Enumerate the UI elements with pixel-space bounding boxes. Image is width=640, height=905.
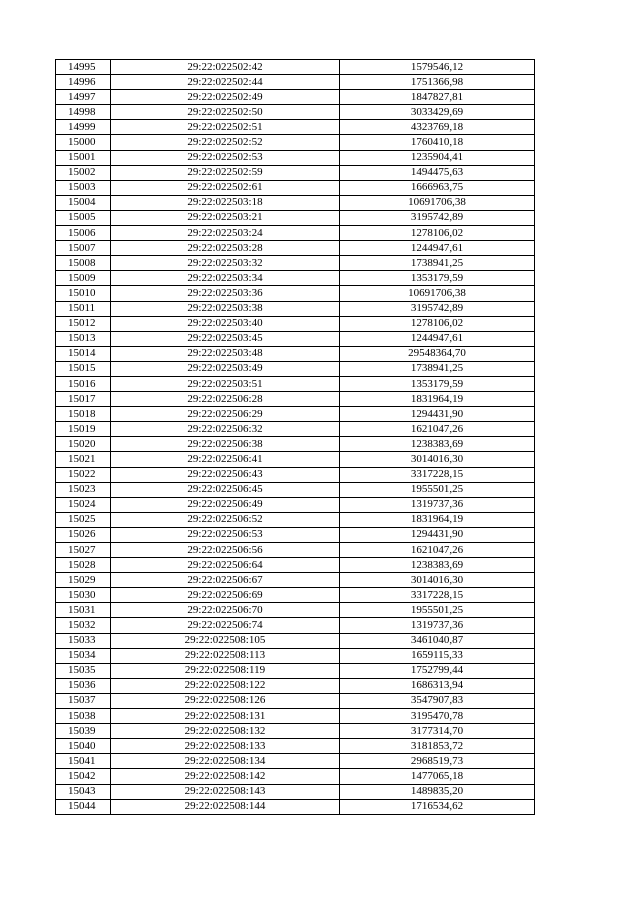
cadastral-number-cell: 29:22:022502:61 [111,180,340,195]
cadastral-value-cell: 1716534,62 [340,799,535,814]
cadastral-number-cell: 29:22:022506:41 [111,452,340,467]
cadastral-number-cell: 29:22:022503:21 [111,210,340,225]
table-row [56,543,535,558]
table-row [56,150,535,165]
cadastral-value-cell: 1955501,25 [340,482,535,497]
table-row [56,422,535,437]
cadastral-value-cell: 1831964,19 [340,392,535,407]
table-row [56,482,535,497]
table-row [56,558,535,573]
cadastral-value-cell: 1621047,26 [340,422,535,437]
row-number-cell: 15020 [56,437,111,452]
row-number-cell: 14998 [56,105,111,120]
cadastral-value-cell: 3547907,83 [340,693,535,708]
table-row [56,799,535,814]
row-number-cell: 15011 [56,301,111,316]
row-number-cell: 15021 [56,452,111,467]
cadastral-number-cell: 29:22:022503:45 [111,331,340,346]
row-number-cell: 15039 [56,724,111,739]
cadastral-number-cell: 29:22:022502:44 [111,75,340,90]
table-row [56,769,535,784]
table-row [56,784,535,799]
row-number-cell: 15017 [56,392,111,407]
cadastral-value-cell: 1353179,59 [340,376,535,391]
row-number-cell: 15030 [56,588,111,603]
row-number-cell: 15016 [56,376,111,391]
cadastral-number-cell: 29:22:022508:105 [111,633,340,648]
table-row [56,724,535,739]
cadastral-number-cell: 29:22:022506:28 [111,392,340,407]
table-row [56,271,535,286]
table-row [56,392,535,407]
table-row [56,241,535,256]
cadastral-value-cell: 10691706,38 [340,195,535,210]
cadastral-number-cell: 29:22:022508:133 [111,739,340,754]
cadastral-number-cell: 29:22:022506:53 [111,527,340,542]
row-number-cell: 15010 [56,286,111,301]
table-row [56,407,535,422]
table-row [56,739,535,754]
cadastral-number-cell: 29:22:022503:51 [111,376,340,391]
cadastral-value-cell: 3181853,72 [340,739,535,754]
row-number-cell: 15038 [56,709,111,724]
cadastral-value-cell: 1294431,90 [340,527,535,542]
table-row [56,346,535,361]
row-number-cell: 15003 [56,180,111,195]
row-number-cell: 15002 [56,165,111,180]
row-number-cell: 15006 [56,226,111,241]
cadastral-number-cell: 29:22:022502:51 [111,120,340,135]
cadastral-value-cell: 3195742,89 [340,210,535,225]
cadastral-value-cell: 1353179,59 [340,271,535,286]
row-number-cell: 15040 [56,739,111,754]
row-number-cell: 15012 [56,316,111,331]
cadastral-value-cell: 1847827,81 [340,90,535,105]
row-number-cell: 15044 [56,799,111,814]
row-number-cell: 15033 [56,633,111,648]
table-row [56,512,535,527]
table-row [56,467,535,482]
cadastral-number-cell: 29:22:022503:28 [111,241,340,256]
row-number-cell: 14999 [56,120,111,135]
table-row [56,573,535,588]
row-number-cell: 15029 [56,573,111,588]
row-number-cell: 15025 [56,512,111,527]
cadastral-number-cell: 29:22:022503:32 [111,256,340,271]
cadastral-value-cell: 1294431,90 [340,407,535,422]
table-row [56,256,535,271]
row-number-cell: 15035 [56,663,111,678]
cadastral-number-cell: 29:22:022506:49 [111,497,340,512]
row-number-cell: 14997 [56,90,111,105]
table-body [56,60,535,815]
cadastral-value-cell: 1751366,98 [340,75,535,90]
cadastral-value-cell: 1278106,02 [340,226,535,241]
table-row [56,105,535,120]
row-number-cell: 15019 [56,422,111,437]
cadastral-value-cell: 1955501,25 [340,603,535,618]
row-number-cell: 15001 [56,150,111,165]
row-number-cell: 15043 [56,784,111,799]
cadastral-number-cell: 29:22:022508:142 [111,769,340,784]
row-number-cell: 15028 [56,558,111,573]
cadastral-number-cell: 29:22:022503:48 [111,346,340,361]
cadastral-value-cell: 1760410,18 [340,135,535,150]
cadastral-value-table [55,59,535,815]
row-number-cell: 15008 [56,256,111,271]
table-row [56,331,535,346]
cadastral-value-cell: 1278106,02 [340,316,535,331]
table-row [56,709,535,724]
row-number-cell: 15013 [56,331,111,346]
cadastral-number-cell: 29:22:022503:49 [111,361,340,376]
table-row [56,648,535,663]
cadastral-value-cell: 3177314,70 [340,724,535,739]
cadastral-number-cell: 29:22:022502:52 [111,135,340,150]
cadastral-value-cell: 1752799,44 [340,663,535,678]
cadastral-value-cell: 3461040,87 [340,633,535,648]
table-row [56,633,535,648]
cadastral-number-cell: 29:22:022508:144 [111,799,340,814]
cadastral-number-cell: 29:22:022508:113 [111,648,340,663]
table-row [56,678,535,693]
cadastral-number-cell: 29:22:022502:53 [111,150,340,165]
cadastral-value-cell: 1621047,26 [340,543,535,558]
cadastral-value-cell: 1494475,63 [340,165,535,180]
table-row [56,527,535,542]
row-number-cell: 15000 [56,135,111,150]
cadastral-value-cell: 1319737,36 [340,618,535,633]
cadastral-value-cell: 1666963,75 [340,180,535,195]
row-number-cell: 15032 [56,618,111,633]
cadastral-number-cell: 29:22:022506:45 [111,482,340,497]
cadastral-number-cell: 29:22:022508:119 [111,663,340,678]
cadastral-value-cell: 1244947,61 [340,241,535,256]
table-row [56,286,535,301]
cadastral-value-cell: 1244947,61 [340,331,535,346]
table-row [56,120,535,135]
cadastral-value-cell: 1659115,33 [340,648,535,663]
table-row [56,165,535,180]
cadastral-number-cell: 29:22:022503:40 [111,316,340,331]
row-number-cell: 15037 [56,693,111,708]
cadastral-value-cell: 3014016,30 [340,573,535,588]
cadastral-number-cell: 29:22:022506:52 [111,512,340,527]
cadastral-number-cell: 29:22:022502:42 [111,60,340,75]
cadastral-number-cell: 29:22:022508:132 [111,724,340,739]
cadastral-number-cell: 29:22:022503:18 [111,195,340,210]
table-row [56,618,535,633]
table-row [56,497,535,512]
row-number-cell: 15023 [56,482,111,497]
cadastral-value-cell: 3317228,15 [340,467,535,482]
table-row [56,210,535,225]
cadastral-number-cell: 29:22:022502:50 [111,105,340,120]
table-row [56,376,535,391]
cadastral-value-cell: 1235904,41 [340,150,535,165]
cadastral-value-cell: 1238383,69 [340,558,535,573]
cadastral-value-cell: 3014016,30 [340,452,535,467]
cadastral-value-cell: 2968519,73 [340,754,535,769]
cadastral-value-cell: 3317228,15 [340,588,535,603]
cadastral-number-cell: 29:22:022503:36 [111,286,340,301]
cadastral-value-cell: 3195742,89 [340,301,535,316]
row-number-cell: 15031 [56,603,111,618]
cadastral-number-cell: 29:22:022503:34 [111,271,340,286]
row-number-cell: 15034 [56,648,111,663]
cadastral-number-cell: 29:22:022506:32 [111,422,340,437]
row-number-cell: 15026 [56,527,111,542]
cadastral-value-cell: 1238383,69 [340,437,535,452]
cadastral-value-cell: 1477065,18 [340,769,535,784]
cadastral-number-cell: 29:22:022506:74 [111,618,340,633]
cadastral-number-cell: 29:22:022506:70 [111,603,340,618]
table-row [56,316,535,331]
row-number-cell: 15007 [56,241,111,256]
cadastral-number-cell: 29:22:022508:122 [111,678,340,693]
table-row [56,663,535,678]
cadastral-number-cell: 29:22:022506:38 [111,437,340,452]
row-number-cell: 15018 [56,407,111,422]
row-number-cell: 15042 [56,769,111,784]
table-row [56,754,535,769]
cadastral-number-cell: 29:22:022503:24 [111,226,340,241]
row-number-cell: 15014 [56,346,111,361]
cadastral-number-cell: 29:22:022508:126 [111,693,340,708]
row-number-cell: 15036 [56,678,111,693]
table-row [56,452,535,467]
cadastral-number-cell: 29:22:022506:43 [111,467,340,482]
table-row [56,603,535,618]
table-row [56,588,535,603]
cadastral-number-cell: 29:22:022502:49 [111,90,340,105]
cadastral-number-cell: 29:22:022506:56 [111,543,340,558]
row-number-cell: 15005 [56,210,111,225]
cadastral-value-cell: 1738941,25 [340,361,535,376]
cadastral-number-cell: 29:22:022508:143 [111,784,340,799]
table-row [56,437,535,452]
row-number-cell: 15015 [56,361,111,376]
table-row [56,180,535,195]
cadastral-number-cell: 29:22:022503:38 [111,301,340,316]
cadastral-number-cell: 29:22:022508:131 [111,709,340,724]
table-row [56,60,535,75]
cadastral-value-cell: 1738941,25 [340,256,535,271]
table-row [56,195,535,210]
cadastral-number-cell: 29:22:022502:59 [111,165,340,180]
cadastral-value-cell: 1319737,36 [340,497,535,512]
cadastral-number-cell: 29:22:022506:29 [111,407,340,422]
cadastral-value-cell: 4323769,18 [340,120,535,135]
cadastral-number-cell: 29:22:022506:64 [111,558,340,573]
row-number-cell: 14996 [56,75,111,90]
table-row [56,75,535,90]
cadastral-value-cell: 10691706,38 [340,286,535,301]
cadastral-value-cell: 1489835,20 [340,784,535,799]
cadastral-value-cell: 1686313,94 [340,678,535,693]
table-row [56,90,535,105]
row-number-cell: 15041 [56,754,111,769]
row-number-cell: 14995 [56,60,111,75]
row-number-cell: 15009 [56,271,111,286]
row-number-cell: 15027 [56,543,111,558]
cadastral-number-cell: 29:22:022508:134 [111,754,340,769]
table-row [56,226,535,241]
cadastral-number-cell: 29:22:022506:69 [111,588,340,603]
table-row [56,135,535,150]
cadastral-value-cell: 3033429,69 [340,105,535,120]
cadastral-number-cell: 29:22:022506:67 [111,573,340,588]
table-row [56,301,535,316]
cadastral-value-cell: 1579546,12 [340,60,535,75]
row-number-cell: 15022 [56,467,111,482]
row-number-cell: 15004 [56,195,111,210]
table-row [56,361,535,376]
cadastral-value-cell: 29548364,70 [340,346,535,361]
cadastral-value-cell: 1831964,19 [340,512,535,527]
table-row [56,693,535,708]
row-number-cell: 15024 [56,497,111,512]
cadastral-value-cell: 3195470,78 [340,709,535,724]
